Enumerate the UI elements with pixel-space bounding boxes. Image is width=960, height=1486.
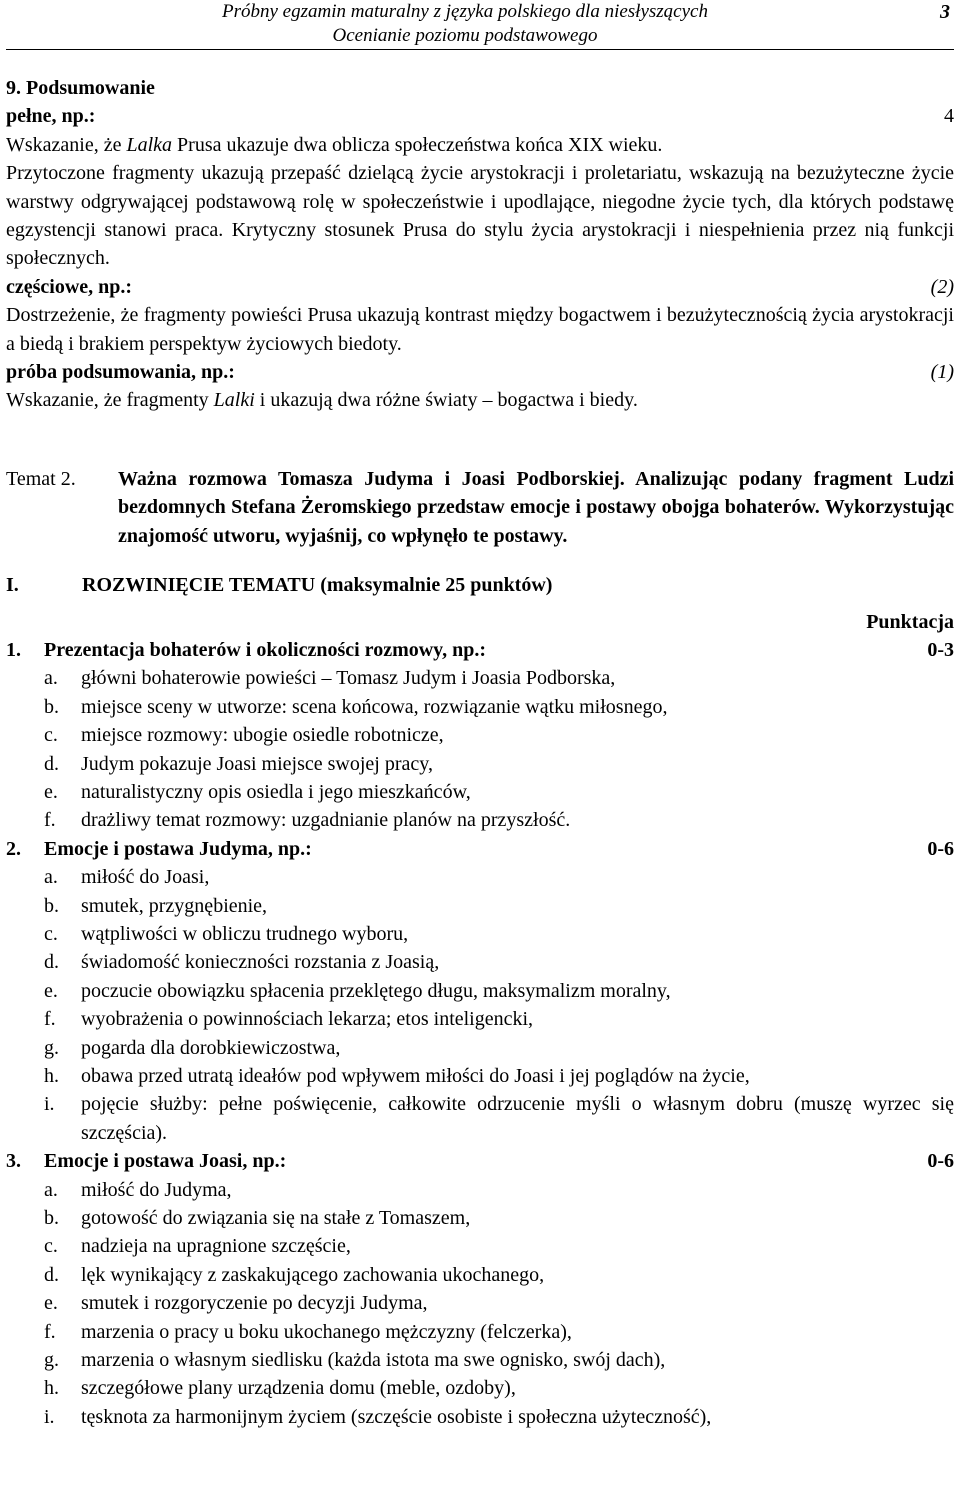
section-score: 0-6 <box>927 837 954 860</box>
list-item-letter: g. <box>44 1036 59 1059</box>
summary-full-score: 4 <box>944 105 954 128</box>
list-item-letter: b. <box>44 894 59 917</box>
topic-title: Ważna rozmowa Tomasza Judyma i Joasi Podborskiej. Analizując podany fragment Ludzi bezdomnych Stefana Żeromskiego przedstaw emocje i postawy obojga bohaterów. Wykorzystując znajomość utworu, wyjaśnij, co wpłynęło te postawy. <box>118 467 954 547</box>
list-item-text: pogarda dla dorobkiewiczostwa, <box>81 1036 341 1059</box>
header-rule <box>6 49 954 50</box>
list-item-letter: b. <box>44 1207 59 1230</box>
list-item-letter: d. <box>44 1263 59 1286</box>
list-item <box>6 1090 954 1147</box>
list-item <box>6 1176 954 1204</box>
list-item-text: świadomość konieczności rozstania z Joasią, <box>81 951 440 974</box>
list-item-text: obawa przed utratą ideałów pod wpływem miłości do Joasi i jej poglądów na życie, <box>81 1065 750 1087</box>
section-num: 3. <box>6 1150 21 1173</box>
text-run: Prusa ukazuje dwa oblicza społeczeństwa końca XIX wieku. <box>172 133 663 156</box>
list-item-text: miejsce rozmowy: ubogie osiedle robotnicze, <box>81 724 444 747</box>
list-item-text: główni bohaterowie powieści – Tomasz Judym i Joasia Podborska, <box>81 667 616 690</box>
summary-attempt-score: (1) <box>930 361 954 384</box>
page-content <box>6 74 954 1431</box>
list-item-text: smutek i rozgoryczenie po decyzji Judyma, <box>81 1292 428 1315</box>
section-title-wrap <box>6 835 312 863</box>
section-title: Prezentacja bohaterów i okoliczności rozmowy, np.: <box>44 638 486 661</box>
list-item-letter: e. <box>44 780 58 803</box>
list-item-letter: c. <box>44 724 58 747</box>
list-item-letter: i. <box>44 1405 55 1428</box>
italic-title: Lalka <box>126 133 173 156</box>
list-item-letter: d. <box>44 752 59 775</box>
summary-partial-score: (2) <box>930 275 954 298</box>
summary-partial-row <box>6 273 954 301</box>
list-item-text: Judym pokazuje Joasi miejsce swojej pracy, <box>81 752 433 775</box>
list-item-letter: i. <box>44 1093 55 1116</box>
list-item-letter: f. <box>44 1320 56 1343</box>
summary-attempt-row <box>6 358 954 386</box>
list-item <box>6 1204 954 1232</box>
list-item-text: tęsknota za harmonijnym życiem (szczęście osobiste i społeczna użyteczność), <box>81 1405 712 1428</box>
summary-partial-label: częściowe, np.: <box>6 275 133 298</box>
page-header <box>0 0 960 50</box>
list-item <box>6 750 954 778</box>
summary-full-label: pełne, np.: <box>6 105 96 128</box>
header-line-1: Próbny egzamin maturalny z języka polskiego dla niesłyszących <box>222 1 708 22</box>
summary-attempt-text <box>6 386 954 414</box>
list-item-text: drażliwy temat rozmowy: uzgadnianie planów na przyszłość. <box>81 809 571 832</box>
section-heading <box>6 835 954 863</box>
section-title: Emocje i postawa Joasi, np.: <box>44 1150 287 1173</box>
list-item-text: gotowość do związania się na stałe z Tomaszem, <box>81 1207 471 1230</box>
list-item-letter: c. <box>44 922 58 945</box>
list-item <box>6 1374 954 1402</box>
list-item <box>6 892 954 920</box>
section-title: Emocje i postawa Judyma, np.: <box>44 837 312 860</box>
list-item-text: nadzieja na upragnione szczęście, <box>81 1235 351 1258</box>
list-item <box>6 1289 954 1317</box>
list-item-letter: c. <box>44 1235 58 1258</box>
list-item-letter: h. <box>44 1377 59 1400</box>
list-item <box>6 1062 954 1090</box>
list-item <box>6 920 954 948</box>
list-item <box>6 948 954 976</box>
summary-heading: 9. Podsumowanie <box>6 77 155 99</box>
list-item-letter: b. <box>44 695 59 718</box>
section-heading <box>6 1147 954 1175</box>
list-item <box>6 1232 954 1260</box>
sections-list <box>6 636 954 1431</box>
summary-full-text-2: Przytoczone fragmenty ukazują przepaść dzielącą życie arystokracji i proletariatu, wskazują na bezużyteczne życie warstwy odgrywającej podstawową rolę w społeczeństwie i upodlające, niegodne życie tych, dla których podstawę egzystencji stanowi praca. Krytyczny stosunek Prusa do stylu życia arystokracji i niespełnienia przez nią funkcji społecznych. <box>6 162 954 270</box>
list-item-letter: f. <box>44 1008 56 1031</box>
header-title <box>160 0 770 48</box>
summary-partial-text: Dostrzeżenie, że fragmenty powieści Prusa ukazują kontrast między bogactwem i bezużytecznością życia arystokracji a biedą i brakiem perspektyw życiowych biedoty. <box>6 304 954 355</box>
list-item <box>6 1403 954 1431</box>
list-item <box>6 1005 954 1033</box>
section-heading <box>6 636 954 664</box>
list-item-letter: d. <box>44 951 59 974</box>
list-item <box>6 664 954 692</box>
topic-block <box>6 465 954 550</box>
list-item-text: marzenia o pracy u boku ukochanego mężczyzny (felczerka), <box>81 1320 572 1343</box>
list-item <box>6 863 954 891</box>
list-item <box>6 1261 954 1289</box>
list-item-letter: a. <box>44 667 58 690</box>
text-run: i ukazują dwa różne światy – bogactwa i biedy. <box>254 389 638 412</box>
list-item-text: szczegółowe plany urządzenia domu (meble, ozdoby), <box>81 1377 516 1400</box>
list-item-letter: a. <box>44 866 58 889</box>
text-run: Wskazanie, że fragmenty <box>6 389 214 412</box>
list-item <box>6 806 954 834</box>
section-title-wrap <box>6 1147 286 1175</box>
section-score: 0-6 <box>927 1150 954 1173</box>
list-item-text: wyobrażenia o powinnościach lekarza; etos inteligencki, <box>81 1008 534 1031</box>
list-item <box>6 1318 954 1346</box>
list-item-text: miłość do Judyma, <box>81 1178 232 1201</box>
list-item-text: naturalistyczny opis osiedla i jego mieszkańców, <box>81 780 471 803</box>
list-item-text: pojęcie służby: pełne poświęcenie, całkowite odrzucenie myśli o własnym dobru (muszę wyrzec się szczęścia). <box>81 1093 954 1144</box>
topic-label: Temat 2. <box>6 467 76 490</box>
development-num: I. <box>6 574 19 597</box>
section-num: 2. <box>6 837 21 860</box>
list-item-text: miłość do Joasi, <box>81 866 210 889</box>
list-item <box>6 693 954 721</box>
italic-title: Lalki <box>213 389 255 412</box>
development-title: ROZWINIĘCIE TEMATU (maksymalnie 25 punktów) <box>82 574 553 597</box>
list-item-text: miejsce sceny w utworze: scena końcowa, rozwiązanie wątku miłosnego, <box>81 695 668 718</box>
summary-full-row <box>6 102 954 130</box>
list-item <box>6 977 954 1005</box>
summary-full-text-1 <box>6 131 954 159</box>
list-item-text: poczucie obowiązku spłacenia przeklętego długu, maksymalizm moralny, <box>81 979 671 1002</box>
summary-attempt-label: próba podsumowania, np.: <box>6 361 235 384</box>
list-item-letter: f. <box>44 809 56 832</box>
section-num: 1. <box>6 638 21 661</box>
section-score: 0-3 <box>927 638 954 661</box>
section-title-wrap <box>6 636 486 664</box>
list-item <box>6 721 954 749</box>
list-item-letter: e. <box>44 979 58 1002</box>
list-item-text: smutek, przygnębienie, <box>81 894 268 917</box>
development-heading <box>6 571 954 599</box>
text-run: Wskazanie, że <box>6 133 127 156</box>
list-item-letter: h. <box>44 1065 59 1087</box>
list-item-letter: g. <box>44 1349 59 1372</box>
page-number: 3 <box>940 1 950 23</box>
list-item-letter: a. <box>44 1178 58 1201</box>
list-item-letter: e. <box>44 1292 58 1315</box>
list-item-text: wątpliwości w obliczu trudnego wyboru, <box>81 922 409 945</box>
list-item <box>6 778 954 806</box>
list-item-text: lęk wynikający z zaskakującego zachowania ukochanego, <box>81 1263 545 1286</box>
header-line-2: Ocenianie poziomu podstawowego <box>332 25 598 46</box>
list-item <box>6 1034 954 1062</box>
scoring-label: Punktacja <box>866 610 954 633</box>
list-item-text: marzenia o własnym siedlisku (każda istota ma swe ognisko, swój dach), <box>81 1349 666 1372</box>
list-item <box>6 1346 954 1374</box>
